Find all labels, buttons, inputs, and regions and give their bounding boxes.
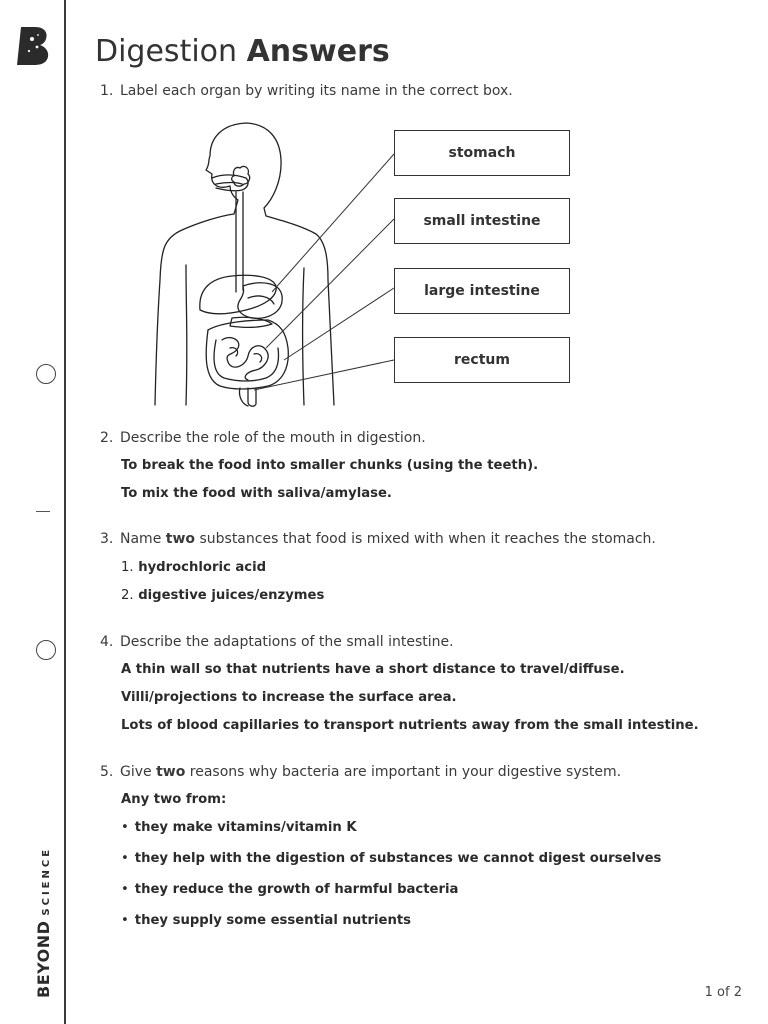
question-text-post: reasons why bacteria are important in your digestive system. xyxy=(185,764,622,780)
bullet-text: they make vitamins/vitamin K xyxy=(134,820,357,835)
brand-name-light: SCIENCE xyxy=(41,846,52,916)
question-number: 5. xyxy=(100,764,114,780)
question-number: 2. xyxy=(100,430,114,446)
question-2 xyxy=(100,430,426,446)
binder-hole-top xyxy=(36,364,56,384)
beyond-logo-icon xyxy=(15,25,51,67)
label-box-stomach: stomach xyxy=(394,130,570,176)
question-number: 3. xyxy=(100,531,114,547)
bullet-text: they reduce the growth of harmful bacteria xyxy=(134,882,459,897)
answer-line xyxy=(121,560,266,575)
question-4 xyxy=(100,634,454,650)
answer-line: To break the food into smaller chunks (using the teeth). xyxy=(121,458,539,473)
page-title xyxy=(95,34,390,69)
answer-line: Villi/projections to increase the surface area. xyxy=(121,690,457,705)
question-text-bold: two xyxy=(165,531,196,547)
question-text-post: substances that food is mixed with when it reaches the stomach. xyxy=(195,531,656,547)
question-text-pre: Name xyxy=(120,531,166,547)
question-text: Describe the role of the mouth in digestion. xyxy=(120,430,426,446)
answer-text: hydrochloric acid xyxy=(138,560,267,575)
bullet-glyph: • xyxy=(121,913,129,928)
brand-name-bold: BEYOND xyxy=(34,920,53,998)
title-bold: Answers xyxy=(246,34,390,69)
bullet-glyph: • xyxy=(121,820,129,835)
binder-hole-bottom xyxy=(36,640,56,660)
question-5 xyxy=(100,764,621,780)
question-3 xyxy=(100,531,656,547)
question-text-pre: Give xyxy=(120,764,157,780)
answer-line: To mix the food with saliva/amylase. xyxy=(121,486,392,501)
page-number: 1 of 2 xyxy=(704,985,742,1000)
label-box-large-intestine: large intestine xyxy=(394,268,570,314)
answer-bullet xyxy=(121,882,458,897)
margin-line xyxy=(64,0,66,1024)
question-number: 1. xyxy=(100,83,114,99)
answer-line xyxy=(121,588,324,603)
question-1 xyxy=(100,83,513,99)
bullet-text: they help with the digestion of substances we cannot digest ourselves xyxy=(134,851,662,866)
fold-mark xyxy=(36,511,50,512)
answer-bullet xyxy=(121,913,411,928)
question-text-bold: two xyxy=(156,764,186,780)
answer-bullet xyxy=(121,851,661,866)
answer-bullet xyxy=(121,820,357,835)
brand-vertical-text xyxy=(34,847,53,998)
answer-intro: Any two from: xyxy=(121,792,227,807)
answer-number: 2. xyxy=(121,588,134,603)
title-normal: Digestion xyxy=(95,34,238,69)
bullet-glyph: • xyxy=(121,882,129,897)
answer-text: digestive juices/enzymes xyxy=(138,588,325,603)
bullet-glyph: • xyxy=(121,851,129,866)
answer-line: A thin wall so that nutrients have a short distance to travel/diffuse. xyxy=(121,662,625,677)
question-text: Label each organ by writing its name in the correct box. xyxy=(120,83,513,99)
bullet-text: they supply some essential nutrients xyxy=(134,913,412,928)
answer-line: Lots of blood capillaries to transport nutrients away from the small intestine. xyxy=(121,718,699,733)
answer-number: 1. xyxy=(121,560,134,575)
label-box-small-intestine: small intestine xyxy=(394,198,570,244)
label-box-rectum: rectum xyxy=(394,337,570,383)
question-text: Describe the adaptations of the small intestine. xyxy=(120,634,454,650)
question-number: 4. xyxy=(100,634,114,650)
